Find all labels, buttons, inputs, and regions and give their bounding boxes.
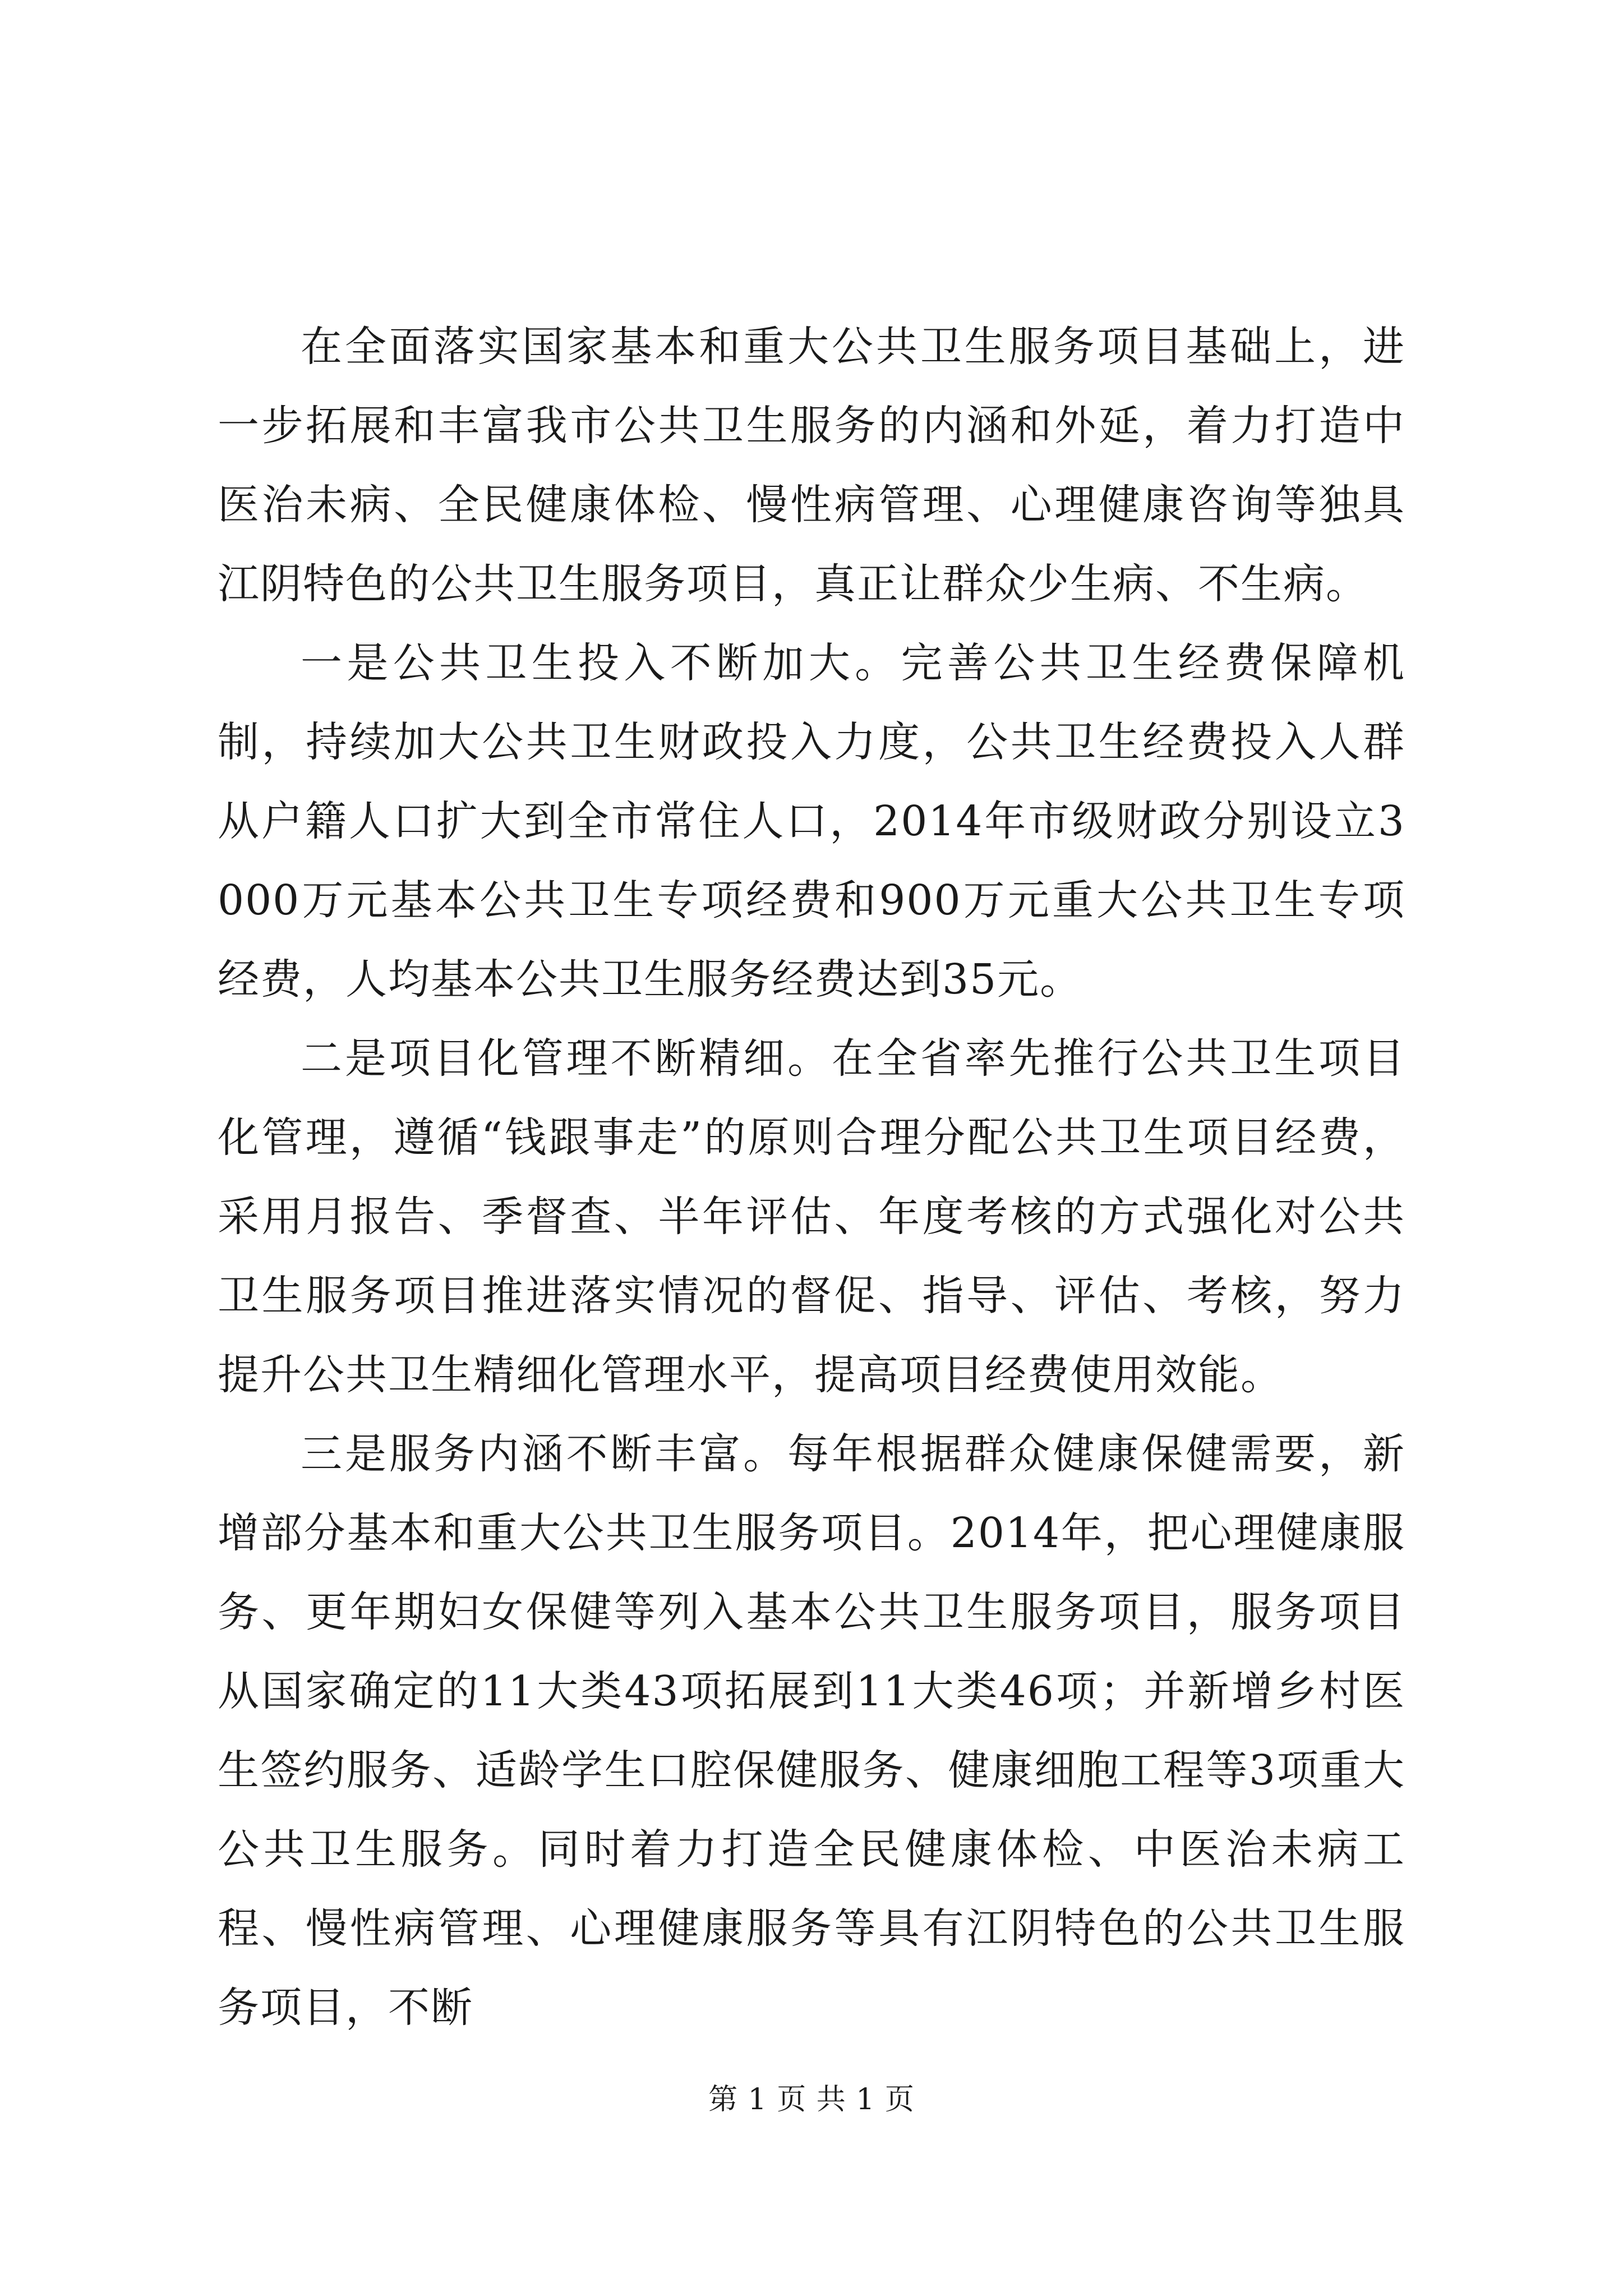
paragraph-funding: 一是公共卫生投入不断加大。完善公共卫生经费保障机制，持续加大公共卫生财政投入力度，公共卫生经费投入人群从户籍人口扩大到全市常住人口，2014年市级财政分别设立3000万元基本公共卫生专项经费和900万元重大公共卫生专项经费，人均基本公共卫生服务经费达到35元。 xyxy=(218,639,1405,1004)
page-number-footer: 第 1 页 共 1 页 xyxy=(708,2083,915,2116)
paragraph-management: 二是项目化管理不断精细。在全省率先推行公共卫生项目化管理，遵循“钱跟事走”的原则合理分配公共卫生项目经费，采用月报告、季督查、半年评估、年度考核的方式强化对公共卫生服务项目推进落实情况的督促、指导、评估、考核，努力提升公共卫生精细化管理水平，提高项目经费使用效能。 xyxy=(218,1034,1405,1399)
document-body xyxy=(218,307,1405,2047)
paragraph-intro: 在全面落实国家基本和重大公共卫生服务项目基础上，进一步拓展和丰富我市公共卫生服务的内涵和外延，着力打造中医治未病、全民健康体检、慢性病管理、心理健康咨询等独具江阴特色的公共卫生服务项目，真正让群众少生病、不生病。 xyxy=(218,323,1405,608)
paragraph-services: 三是服务内涵不断丰富。每年根据群众健康保健需要，新增部分基本和重大公共卫生服务项目。2014年，把心理健康服务、更年期妇女保健等列入基本公共卫生服务项目，服务项目从国家确定的11大类43项拓展到11大类46项；并新增乡村医生签约服务、适龄学生口腔保健服务、健康细胞工程等3项重大公共卫生服务。同时着力打造全民健康体检、中医治未病工程、慢性病管理、心理健康服务等具有江阴特色的公共卫生服务项目，不断 xyxy=(218,1430,1405,2032)
